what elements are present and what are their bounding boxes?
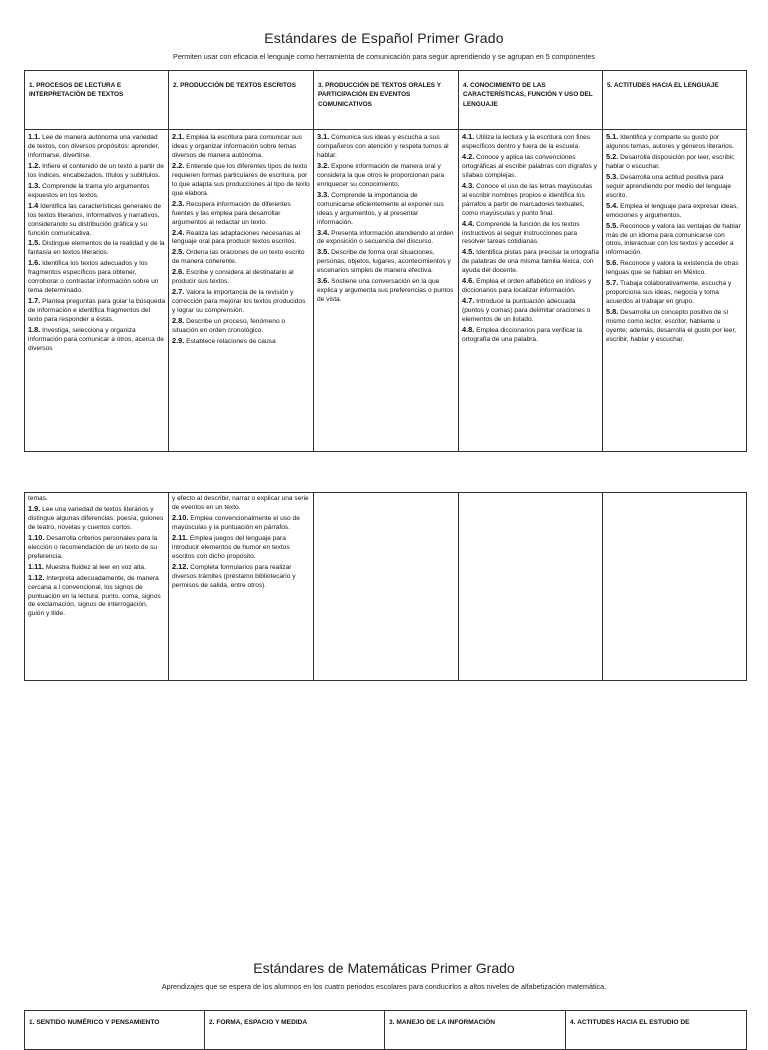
item-number: 4.2. xyxy=(462,151,475,161)
list-item xyxy=(462,219,599,248)
item-text: Desarrolla una actitud positiva para seguir aprendiendo por medio del lenguaje escrito. xyxy=(606,173,732,199)
item-text: Emplea el lenguaje para expresar ideas, emociones y argumentos. xyxy=(606,202,739,219)
item-text: Recupera información de diferentes fuentes y las emplea para desarrollar argumentos al redactar un texto. xyxy=(172,200,291,226)
item-number: 3.4. xyxy=(317,227,330,237)
list-item xyxy=(28,495,165,504)
list-item xyxy=(606,152,743,172)
item-text: Reconoce y valora la existencia de otras lenguas que se hablan en México. xyxy=(606,260,739,277)
table-row xyxy=(25,130,747,452)
item-text: Presenta información atendiendo al orden de exposición o secuencia del discurso. xyxy=(317,229,454,246)
item-text: Sostiene una conversación en la que explica y argumenta sus preferencias o puntos de vista. xyxy=(317,278,454,304)
item-number: 1.6. xyxy=(28,258,41,268)
column-textos-escritos xyxy=(169,130,314,452)
list-item xyxy=(172,287,310,316)
item-text: Comunica sus ideas y escucha a sus compañeros con atención y respeta turnos al hablar. xyxy=(317,134,449,159)
list-item xyxy=(28,181,165,201)
header-manejo-informacion: 3. MANEJO DE LA INFORMACIÓN xyxy=(385,1011,566,1050)
item-number: 3.6. xyxy=(317,276,330,286)
list-item xyxy=(606,221,743,259)
column-actitudes-lenguaje xyxy=(603,130,747,452)
list-item xyxy=(172,247,310,267)
list-item xyxy=(462,325,599,345)
list-item xyxy=(606,258,743,278)
header-sentido-numerico: 1. SENTIDO NUMÉRICO Y PENSAMIENTO xyxy=(25,1011,205,1050)
item-number: 3.3. xyxy=(317,189,330,199)
item-number: 5.2. xyxy=(606,151,619,161)
item-text: Interpreta adecuadamente, de manera cercana a l convencional, los signos de puntuación en la lectura: punto, coma, signos de exclamación, signos de interrogación, guión y tilde. xyxy=(28,574,161,618)
list-item xyxy=(172,199,310,228)
header-forma-espacio: 2. FORMA, ESPACIO Y MEDIDA xyxy=(205,1011,385,1050)
matematicas-subtitle: Aprendizajes que se espera de los alumnos en los cuatro periodos escolares para conducirlos a altos niveles de alfabetización matemática. xyxy=(161,982,607,991)
table-header-row xyxy=(25,1011,747,1050)
item-text: Valora la importancia de la revisión y corrección para mejorar los textos producidos y lograr su comprensión. xyxy=(172,289,306,315)
list-item xyxy=(172,132,310,161)
list-item xyxy=(172,533,310,562)
item-number: 1.11. xyxy=(28,561,45,571)
list-item xyxy=(28,201,165,239)
list-item xyxy=(28,325,165,354)
item-text: Infiere el contenido de un texto a partir de los índices, encabezados, títulos y subtítulos. xyxy=(28,162,164,179)
list-item xyxy=(172,316,310,336)
list-item xyxy=(172,161,310,199)
item-text: Identifica y comparte su gusto por algunos temas, autores y géneros literarios. xyxy=(606,134,734,150)
item-number: 1.5. xyxy=(28,238,41,248)
item-text: Distingue elementos de la realidad y de la fantasía en textos literarios. xyxy=(28,240,165,257)
item-number: 5.3. xyxy=(606,171,619,181)
item-number: 4.6. xyxy=(462,276,475,286)
item-number: 1.1. xyxy=(28,132,41,141)
item-text: Escribe y considera al destinatario al producir sus textos. xyxy=(172,269,294,286)
item-number: 1.7. xyxy=(28,296,41,306)
list-item xyxy=(462,181,599,219)
item-text: Completa formularios para realizar diversos trámites (préstamo bibliotecario y permisos de salida, entre otros). xyxy=(172,563,296,589)
item-text: Desarrolla disposición por leer, escribir, hablar o escuchar. xyxy=(606,153,735,170)
item-text: Describe de forma oral situaciones, personas, objetos, lugares, acontecimientos y escenarios simples de manera efectiva. xyxy=(317,249,451,275)
list-item xyxy=(28,573,165,620)
table-row xyxy=(25,493,747,681)
list-item xyxy=(28,562,165,573)
header-actitudes-estudio: 4. ACTITUDES HACIA EL ESTUDIO DE xyxy=(566,1011,747,1050)
espanol-title: Estándares de Español Primer Grado xyxy=(264,30,504,46)
item-text: Emplea el orden alfabético en índices y diccionarios para localizar información. xyxy=(462,278,592,295)
list-item xyxy=(317,161,455,190)
item-number: 4.7. xyxy=(462,296,475,306)
espanol-continuation-table xyxy=(24,492,747,681)
item-text: Identifica pistas para precisar la ortografía de palabras de una misma familia léxica, con ayuda del docente. xyxy=(462,249,599,275)
espanol-standards-table xyxy=(24,70,747,452)
empty-cell xyxy=(603,493,747,681)
item-text: Identifica las características generales de los textos literarios, informativos y narrativos, considerando su distribución gráfica y su función comunicativa. xyxy=(28,202,162,237)
item-text: temas. xyxy=(28,495,48,502)
list-item xyxy=(172,267,310,287)
item-text: Conoce y aplica las convenciones ortográficas al escribir palabras con dígrafos y sílabas complejas. xyxy=(462,153,597,179)
item-number: 2.5. xyxy=(172,247,185,257)
list-item xyxy=(317,190,455,228)
item-number: 5.6. xyxy=(606,258,619,268)
item-number: 5.5. xyxy=(606,220,619,230)
list-item xyxy=(172,336,310,347)
list-item xyxy=(28,533,165,562)
item-text: Trabaja colaborativamente, escucha y proporciona sus ideas, negocia y toma acuerdos al trabajar en grupo. xyxy=(606,280,732,306)
item-number: 1.9. xyxy=(28,503,41,513)
item-number: 1.8. xyxy=(28,325,41,335)
list-item xyxy=(28,296,165,325)
item-number: 2.7. xyxy=(172,287,185,297)
list-item xyxy=(317,276,455,305)
list-item xyxy=(28,504,165,533)
item-number: 1.4 xyxy=(28,200,39,210)
item-text: y efecto al describir, narrar o explicar una serie de eventos en un texto. xyxy=(172,495,309,511)
list-item xyxy=(606,307,743,345)
item-text: Describe un proceso, fenómeno o situación en orden cronológico. xyxy=(172,318,286,335)
item-text: Ordena las oraciones de un texto escrito de manera coherente. xyxy=(172,249,305,266)
item-text: Utiliza la lectura y la escritura con fines específicos dentro y fuera de la escuela. xyxy=(462,134,591,150)
list-item xyxy=(172,513,310,533)
item-text: Establece relaciones de causa xyxy=(186,338,276,346)
item-number: 2.12. xyxy=(172,561,189,571)
item-text: Emplea convencionalmente el uso de mayúsculas y la puntuación en párrafos. xyxy=(172,514,300,531)
list-item xyxy=(172,228,310,248)
item-number: 2.10. xyxy=(172,512,189,522)
item-text: Entiende que los diferentes tipos de texto requieren formas particulares de escritura, por lo que adapta sus producciones al tipo de texto que elabora. xyxy=(172,162,310,197)
list-item xyxy=(606,132,743,152)
item-number: 5.1. xyxy=(606,132,619,141)
item-number: 3.1. xyxy=(317,132,330,141)
list-item xyxy=(317,228,455,248)
item-number: 1.10. xyxy=(28,532,45,542)
item-text: Comprende la función de los textos instructivos al seguir instrucciones para resolver tareas cotidianas. xyxy=(462,220,580,246)
item-text: Comprende la trama y/o argumentos expuestos en los textos. xyxy=(28,182,150,199)
table-header-row xyxy=(25,71,747,130)
item-number: 4.8. xyxy=(462,325,475,335)
item-text: Conoce el uso de las letras mayúsculas al escribir nombres propios e identifica los párrafos a partir de marcadores textuales, como mayúsculas y punto final. xyxy=(462,182,593,217)
matematicas-standards-table xyxy=(24,1010,747,1050)
item-text: Expone información de manera oral y considera la que otros le proporcionan para enriquecer su conocimiento. xyxy=(317,162,445,188)
item-number: 2.6. xyxy=(172,267,185,277)
espanol-subtitle: Permiten usar con eficacia el lenguaje como herramienta de comunicación para seguir aprendiendo y se agrupan en 5 componentes xyxy=(173,52,595,61)
list-item xyxy=(28,132,165,161)
list-item xyxy=(317,247,455,276)
item-text: Emplea la escritura para comunicar sus ideas y organizar información sobre temas diversos de manera autónoma. xyxy=(172,134,302,159)
header-actitudes-lenguaje: 5. ACTITUDES HACIA EL LENGUAJE xyxy=(603,71,747,130)
item-text: Plantea preguntas para guiar la búsqueda de información e identifica fragmentos del texto para responder a éstas. xyxy=(28,298,165,324)
item-number: 2.4. xyxy=(172,227,185,237)
item-text: Muestra fluidez al leer en voz alta. xyxy=(45,563,146,571)
empty-cell xyxy=(459,493,603,681)
column-lectura xyxy=(25,130,169,452)
item-text: Identifica los textos adecuados y los fragmentos específicos para obtener, corroborar o contrastar información sobre un tema determinado. xyxy=(28,260,159,295)
list-item xyxy=(462,152,599,181)
item-text: Reconoce y valora las ventajas de hablar más de un idioma para comunicarse con otros, interactuar con los textos y acceder a información. xyxy=(606,222,741,257)
item-number: 2.1. xyxy=(172,132,185,141)
item-number: 3.2. xyxy=(317,160,330,170)
item-text: Desarrolla un concepto positivo de sí mismo como lector, escritor, hablante u oyente; además, desarrolla el gusto por leer, escribir, hablar y escuchar. xyxy=(606,309,737,344)
column-textos-escritos-cont xyxy=(169,493,314,681)
empty-cell xyxy=(314,493,459,681)
item-number: 2.11. xyxy=(172,532,189,542)
item-number: 3.5. xyxy=(317,247,330,257)
column-lectura-cont xyxy=(25,493,169,681)
list-item xyxy=(172,495,310,513)
item-text: Lee una variedad de textos literarios y distingue algunas diferencias: poesía, guiones de teatro, novelas y cuentos cortos. xyxy=(28,505,164,531)
header-conocimiento-lenguaje: 4. CONOCIMIENTO DE LAS CARACTERÍSTICAS, FUNCIÓN Y USO DEL LENGUAJE xyxy=(459,71,603,130)
matematicas-title: Estándares de Matemáticas Primer Grado xyxy=(253,960,515,976)
list-item xyxy=(28,258,165,296)
item-text: Investiga, selecciona y organiza información para comunicar a otros, acerca de diversos xyxy=(28,327,164,352)
item-number: 5.4. xyxy=(606,200,619,210)
item-number: 2.2. xyxy=(172,160,185,170)
item-number: 2.9. xyxy=(172,336,185,346)
list-item xyxy=(462,132,599,152)
item-number: 2.8. xyxy=(172,316,185,326)
item-text: Desarrolla criterios personales para la elección o recomendación de un texto de su preferencia. xyxy=(28,534,158,560)
item-text: Realiza las adaptaciones necesarias al lenguaje oral para producir textos escritos. xyxy=(172,229,301,246)
item-number: 5.8. xyxy=(606,307,619,317)
header-textos-escritos: 2. PRODUCCIÓN DE TEXTOS ESCRITOS xyxy=(169,71,314,130)
item-number: 5.7. xyxy=(606,278,619,288)
list-item xyxy=(172,562,310,591)
item-number: 4.4. xyxy=(462,218,475,228)
item-text: Emplea juegos del lenguaje para introducir elementos de humor en textos escritos con dicho propósito. xyxy=(172,534,290,560)
header-textos-orales: 3. PRODUCCIÓN DE TEXTOS ORALES Y PARTICIPACIÓN EN EVENTOS COMUNICATIVOS xyxy=(314,71,459,130)
list-item xyxy=(462,276,599,296)
list-item xyxy=(462,296,599,325)
item-number: 1.2. xyxy=(28,160,41,170)
item-text: Introduce la puntuación adecuada (puntos y comas) para delimitar oraciones o elementos de un listado. xyxy=(462,298,591,324)
column-textos-orales xyxy=(314,130,459,452)
column-conocimiento-lenguaje xyxy=(459,130,603,452)
list-item xyxy=(606,172,743,201)
list-item xyxy=(606,278,743,307)
item-number: 4.1. xyxy=(462,132,475,141)
item-number: 2.3. xyxy=(172,198,185,208)
list-item xyxy=(462,247,599,276)
list-item xyxy=(28,161,165,181)
item-number: 4.3. xyxy=(462,180,475,190)
item-number: 4.5. xyxy=(462,247,475,257)
item-number: 1.12. xyxy=(28,572,45,582)
item-text: Lee de manera autónoma una variedad de textos, con diversos propósitos: aprender, informarse, divertirse. xyxy=(28,134,160,159)
list-item xyxy=(606,201,743,221)
item-text: Emplea diccionarios para verificar la ortografía de una palabra. xyxy=(462,327,583,344)
list-item xyxy=(28,238,165,258)
header-lectura: 1. PROCESOS DE LECTURA E INTERPRETACIÓN DE TEXTOS xyxy=(25,71,169,130)
list-item xyxy=(317,132,455,161)
item-number: 1.3. xyxy=(28,180,41,190)
item-text: Comprende la importancia de comunicarse eficientemente al exponer sus ideas y argumentos, y al presentar información. xyxy=(317,191,444,226)
